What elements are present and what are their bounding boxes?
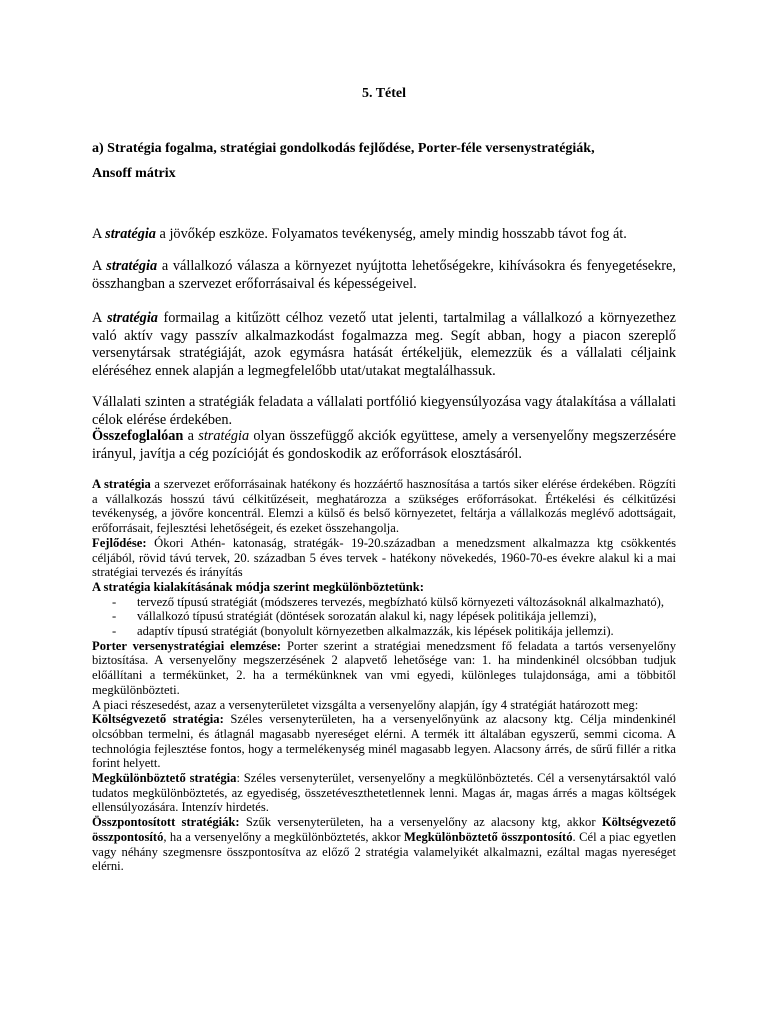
paragraph-1: A stratégia a jövőkép eszköze. Folyamatos tevékenység, amely mindig hosszabb távot fog át. (92, 226, 627, 242)
paragraph-2: A stratégia a vállalkozó válasza a környezet nyújtotta lehetőségekre, kihívásokra és fenyegetésekre, összhangban a szervezet erőforrásaival és képességeivel. (92, 258, 676, 292)
differentiation-strategy: Megkülönböztető stratégia: Széles versenyterület, versenyelőny a megkülönböztetés. Cél a versenytársaktól való tudatos megkülönböztetés, az egyediség, összetéveszthetetlennek lenni. Magas ár, magas árrés a magas költségek ellensúlyozására. Intenzív hirdetés. (92, 771, 676, 815)
cost-leader-strategy: Költségvezető stratégia: Széles versenyterületen, ha a versenyelőnyünk az alacsony ktg. Célja mindenkinél olcsóbban termelni, és átlagnál magasabb nyereséget elérni. A termék itt általában egyszerű, semmi cicoma. A technológia fejlesztése fontos, hogy a termelékenység minél magasabb legyen. Alacsony árrés, de sűrű fillér a ritka forint helyett. (92, 712, 676, 771)
detail-section (92, 477, 676, 874)
strategy-definition: A stratégia a szervezet erőforrásainak hatékony és hozzáértő hasznosítása a tartós siker elérése érdekében. Rögzíti a vállalkozás hosszú távú célkitűzéseit, meghatározza a szükséges erőforrásokat. Értékelési és célkitűzési tevékenység, a jövőre koncentrál. Elemzi a külső és belső környezetet, feltárja a vállalkozás meglévő adottságait, erőforrásait, fejlesztési lehetőségeit, és ezeket összehangolja. (92, 477, 676, 536)
list-item: - vállalkozó típusú stratégiát (döntések sorozatán alakul ki, nagy lépések politikája jellemzi), (112, 609, 597, 624)
paragraph-4: Vállalati szinten a stratégiák feladata a vállalati portfólió kiegyensúlyozása vagy átalakítása a vállalati célok elérése érdekében. (92, 394, 676, 428)
section-heading-line-1: a) Stratégia fogalma, stratégiai gondolkodás fejlődése, Porter-féle versenystratégiák, (92, 141, 595, 156)
paragraph-5: Összefoglalóan a stratégia olyan összefüggő akciók együttese, amely a versenyelőny megszerzésére irányul, javítja a cég pozícióját és gondoskodik az erőforrások elosztásáról. (92, 428, 676, 462)
section-heading-line-2: Ansoff mátrix (92, 166, 176, 181)
market-share-intro: A piaci részesedést, azaz a versenyterületet vizsgálta a versenyelőny alapján, így 4 stratégiát határozott meg: (92, 697, 639, 712)
strategy-types-heading: A stratégia kialakításának módja szerint megkülönböztetünk: (92, 579, 424, 594)
page-title: 5. Tétel (361, 86, 407, 101)
list-item: - tervező típusú stratégiát (módszeres tervezés, megbízható külső környezeti változásoknál alkalmazható), (112, 594, 664, 609)
focus-strategies: Összpontosított stratégiák: Szűk versenyterületen, ha a versenyelőny az alacsony ktg, akkor Költségvezető összpontosító, ha a versenyelőny a megkülönböztetés, akkor Megkülönböztető összpontosító. Cél a piac egyetlen vagy néhány szegmensre összpontosítva az előző 2 stratégia valamelyikét alkalmazni, ezáltal magas nyereséget elérni. (92, 815, 676, 874)
strategy-types-list (92, 595, 676, 639)
paragraph-3: A stratégia formailag a kitűzött célhoz vezető utat jelenti, tartalmilag a vállalkozó a környezethez való aktív vagy passzív alkalmazkodást fogalmazza meg. Segít abban, hogy a piacon szereplő versenytársak stratégiáját, azok egymásra hatását értékeljük, elemezzük és a vállalati céljaink eléréséhez ennek alapján a legmegfelelőbb utat/utakat megtalálhassuk. (92, 310, 676, 379)
strategy-development: Fejlődése: Ókori Athén- katonaság, stratégák- 19-20.században a menedzsment alkalmazza ktg csökkentés céljából, rövid távú tervek, 20. században 5 éves tervek - hatékony növekedés, 1960-70-es évekre alakul ki a mai stratégiai tervezés és irányítás (92, 535, 676, 580)
porter-analysis: Porter versenystratégiai elemzése: Porter szerint a stratégiai menedzsment fő feladata a tartós versenyelőny biztosítása. A versenyelőny megszerzésének 2 alapvető lehetősége van: 1. ha mindenkinél olcsóbban tudjuk előállítani a termékünket, 2. ha a termékünknek van vmi egyedi, különleges tulajdonsága, ami a többitől megkülönbözteti. (92, 638, 676, 697)
list-item: - adaptív típusú stratégiát (bonyolult környezetben alkalmazzák, kis lépések politikája jellemzi). (112, 624, 614, 639)
